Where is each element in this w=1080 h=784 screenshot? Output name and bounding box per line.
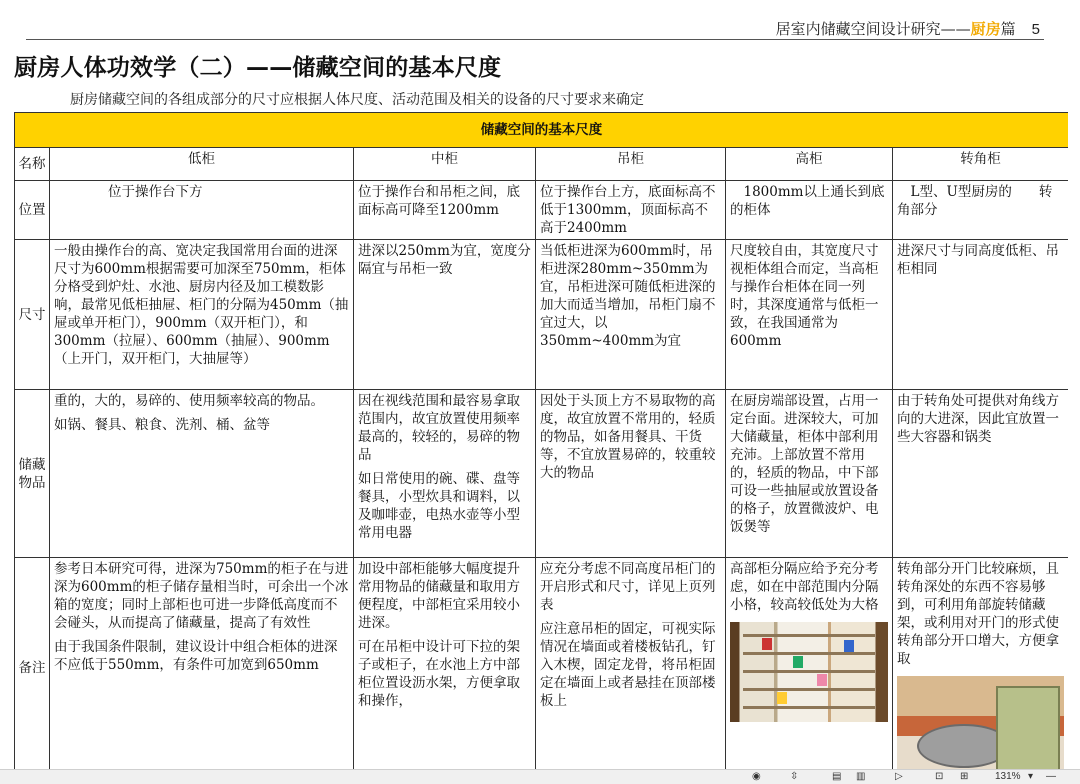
cell-paragraph: 位于操作台和吊柜之间，底面标高可降至1200mm: [358, 184, 520, 218]
running-header: [776, 18, 1040, 39]
dimension-table: [14, 112, 1068, 772]
row-label: 备注: [15, 558, 50, 773]
table-row: [15, 390, 1069, 558]
cell-paragraph: 由于我国条件限制，建议设计中组合柜体的进深不应低于550mm，有条件可加宽到650mm: [54, 639, 338, 673]
header-cell-3: 吊柜: [536, 148, 726, 181]
header-cell-1: 低柜: [50, 148, 354, 181]
viewer-toolbar: [0, 769, 1080, 784]
header-cell-2: 中柜: [354, 148, 536, 181]
fit-width-icon[interactable]: ⊞: [960, 771, 969, 782]
header-cell-name: 名称: [15, 148, 50, 181]
fit-page-icon[interactable]: ⊡: [935, 771, 944, 782]
table-cell: [50, 181, 354, 240]
cell-paragraph: 重的，大的，易碎的、使用频率较高的物品。: [54, 393, 324, 409]
table-cell: [536, 240, 726, 390]
cell-paragraph: 应注意吊柜的固定，可视实际情况在墙面或着楼板钻孔，钉入木楔，固定龙骨，将吊柜固定在墙面上或者悬挂在顶部楼板上: [540, 621, 716, 709]
cell-paragraph: 参考日本研究可得，进深为750mm的柜子在与进深为600mm的柜子储存量相当时，可余出一个冰箱的宽度；同时上部柜也可进一步降低高度而不会碰头，从而提高了储藏量，提高了有效性: [54, 561, 349, 631]
cell-paragraph: L型、U型厨房的 转角部分: [897, 184, 1053, 218]
page-subtitle: 厨房储藏空间的各组成部分的尺寸应根据人体尺度、活动范围及相关的设备的尺寸要求来确定: [70, 92, 644, 108]
table-cell: [726, 390, 893, 558]
cell-paragraph: 一般由操作台的高、宽决定我国常用台面的进深尺寸为600mm根据需要可加深至750mm，柜体分格受到炉灶、水池、厨房内径及加工模数影响，最常见低柜抽屉、柜门的分隔为450mm（抽屉或单开柜门），900mm（双开柜门），和300mm（拉屉）、600mm（抽屉）、900mm（上开门，双开柜门，大抽屉等）: [54, 243, 349, 367]
row-label: 位置: [15, 181, 50, 240]
table-cell: [50, 240, 354, 390]
cell-paragraph: 在厨房端部设置，占用一定台面。进深较大，可加大储藏量，柜体中部利用充沛。上部放置不常用的，轻质的物品，中下部可设一些抽屉或放置设备的格子，放置微波炉、电饭煲等: [730, 393, 879, 535]
table-cell: [354, 390, 536, 558]
table-cell: [726, 240, 893, 390]
table-cell: [893, 558, 1069, 773]
header-book-title: 居室内储藏空间设计研究——: [775, 20, 971, 38]
table-cell: [354, 181, 536, 240]
header-rule: [26, 39, 1044, 40]
cell-paragraph: 加设中部柜能够大幅度提升常用物品的储藏量和取用方便程度，中部柜宜采用较小进深。: [358, 561, 520, 631]
zoom-dropdown-icon[interactable]: ▾: [1028, 771, 1034, 782]
cell-paragraph: 可在吊柜中设计可下拉的架子或柜子，在水池上方中部柜位置设沥水架，方便拿取和操作，: [358, 639, 520, 709]
cell-paragraph: 如日常使用的碗、碟、盘等餐具，小型炊具和调料，以及咖啡壶，电热水壶等小型常用电器: [358, 471, 520, 541]
table-cell: [893, 181, 1069, 240]
table-cell: [726, 181, 893, 240]
cell-paragraph: 尺度较自由，其宽度尺寸视柜体组合而定，当高柜与操作台柜体在同一列时，其深度通常与低柜一致，在我国通常为600mm: [730, 243, 879, 349]
table-cell: [893, 240, 1069, 390]
table-cell: [536, 558, 726, 773]
zoom-level[interactable]: 131%: [995, 771, 1021, 782]
page-number: 5: [1031, 21, 1040, 38]
cell-paragraph: 应充分考虑不同高度吊柜门的开启形式和尺寸，详见上页列表: [540, 561, 716, 613]
table-row: [15, 240, 1069, 390]
play-icon[interactable]: ▷: [895, 771, 903, 782]
zoom-out-icon[interactable]: —: [1046, 771, 1056, 782]
table-cell: [354, 558, 536, 773]
header-cell-5: 转角柜: [893, 148, 1069, 181]
cell-paragraph: 因在视线范围和最容易拿取范围内，故宜放置使用频率最高的，较轻的，易碎的物品: [358, 393, 520, 463]
cell-paragraph: 进深尺寸与同高度低柜、吊柜相同: [897, 243, 1059, 277]
table-cell: [893, 390, 1069, 558]
cell-paragraph: 由于转角处可提供对角线方向的大进深，因此宜放置一些大容器和锅类: [897, 393, 1059, 445]
cell-paragraph: 位于操作台上方，底面标高不低于1300mm，顶面标高不高于2400mm: [540, 184, 716, 236]
page-view-icon[interactable]: ▤: [832, 771, 842, 782]
corner-cabinet-photo: [897, 676, 1064, 772]
table-cell: [726, 558, 893, 773]
scroll-mode-icon[interactable]: ⇳: [790, 771, 799, 782]
cell-paragraph: 位于操作台下方: [54, 184, 203, 200]
table-header-row: [15, 148, 1069, 181]
cell-paragraph: 高部柜分隔应给予充分考虑，如在中部范围内分隔小格，较高较低处为大格: [730, 561, 879, 613]
tall-cabinet-photo: [730, 622, 888, 722]
cell-paragraph: 1800mm以上通长到底的柜体: [730, 184, 885, 218]
page-title: 厨房人体功效学（二）——储藏空间的基本尺度: [14, 55, 502, 81]
cell-paragraph: 进深以250mm为宜，宽度分隔宜与吊柜一致: [358, 243, 531, 277]
row-label: 储藏物品: [15, 390, 50, 558]
table-cell: [50, 390, 354, 558]
cell-paragraph: 因处于头顶上方不易取物的高度，故宜放置不常用的，轻质的物品，如备用餐具、干货等，不宜放置易碎的，较重较大的物品: [540, 393, 716, 481]
header-cell-4: 高柜: [726, 148, 893, 181]
table-cell: [536, 390, 726, 558]
header-book-suffix: 篇: [1000, 20, 1016, 38]
cell-paragraph: 如锅、餐具、粮食、洗剂、桶、盆等: [54, 417, 270, 433]
table-cell: [536, 181, 726, 240]
table-container: [14, 112, 1068, 772]
table-row: [15, 558, 1069, 773]
eye-icon[interactable]: ◉: [752, 771, 761, 782]
table-row: [15, 181, 1069, 240]
row-label: 尺寸: [15, 240, 50, 390]
book-icon[interactable]: ▥: [856, 771, 866, 782]
cell-paragraph: 转角部分开门比较麻烦，且转角深处的东西不容易够到，可利用角部旋转储藏架，或利用对开门的形式使转角部分开口增大，方便拿取: [897, 561, 1059, 667]
table-cell: [50, 558, 354, 773]
cell-paragraph: 当低柜进深为600mm时，吊柜进深280mm~350mm为宜，吊柜进深可随低柜进深的加大而适当增加，吊柜门扇不宜过大，以350mm~400mm为宜: [540, 243, 716, 349]
table-cell: [354, 240, 536, 390]
table-banner: 储藏空间的基本尺度: [15, 113, 1069, 148]
header-highlight: 厨房: [970, 20, 1001, 38]
